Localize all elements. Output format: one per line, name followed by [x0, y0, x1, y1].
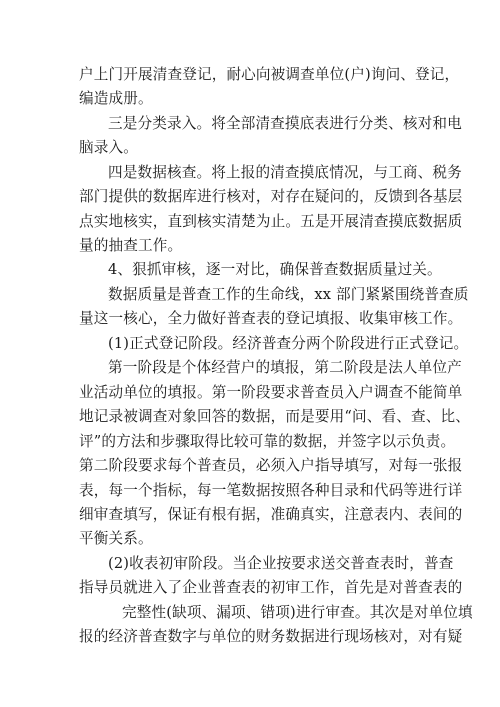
text-line: 编造成册。 — [79, 90, 153, 107]
text-line: 量这一核心，全力做好普查表的登记填报、收集审核工作。 — [79, 310, 463, 327]
text-line: 第二阶段要求每个普查员，必须入户指导填写，对每一张报 — [79, 457, 463, 474]
text-line: 报的经济普查数字与单位的财务数据进行现场核对，对有疑 — [79, 628, 463, 645]
text-line: 表，每一个指标，每一笔数据按照各种目录和代码等进行详 — [79, 482, 463, 499]
text-line: 点实地核实，直到核实清楚为止。五是开展清查摸底数据质 — [79, 213, 463, 230]
section-heading: 4、狠抓审核，逐一对比，确保普查数据质量过关。 — [108, 261, 442, 278]
text-line: 完整性(缺项、漏项、错项)进行审查。其次是对单位填 — [122, 604, 473, 621]
text-line: (2)收表初审阶段。当企业按要求送交普查表时，普查 — [108, 555, 454, 572]
text-line: 部门提供的数据库进行核对，对存在疑问的，反馈到各基层 — [79, 188, 463, 205]
text-line: 三是分类录入。将全部清查摸底表进行分类、核对和电 — [108, 115, 462, 132]
text-line: (1)正式登记阶段。经济普查分两个阶段进行正式登记。 — [108, 335, 469, 352]
text-line: 平衡关系。 — [79, 530, 153, 547]
text-line: 细审查填写，保证有根有据，准确真实，注意表内、表间的 — [79, 506, 463, 523]
text-line: 第一阶段是个体经营户的填报，第二阶段是法人单位产 — [108, 359, 462, 376]
text-line: 四是数据核查。将上报的清查摸底情况，与工商、税务 — [108, 164, 462, 181]
text-line: 业活动单位的填报。第一阶段要求普查员入户调查不能简单 — [79, 384, 463, 401]
text-line: 户上门开展清查登记，耐心向被调查单位(户)询问、登记， — [79, 66, 460, 83]
text-line: 脑录入。 — [79, 139, 138, 156]
text-line: 数据质量是普查工作的生命线，xx 部门紧紧围绕普查质 — [108, 286, 469, 303]
text-line: 指导员就进入了企业普查表的初审工作，首先是对普查表的 — [79, 579, 463, 596]
text-line: 地记录被调查对象回答的数据，而是要用“问、看、查、比、 — [79, 408, 470, 425]
text-line: 评”的方法和步骤取得比较可靠的数据，并签字以示负责。 — [79, 433, 456, 450]
text-line: 量的抽查工作。 — [79, 237, 183, 254]
